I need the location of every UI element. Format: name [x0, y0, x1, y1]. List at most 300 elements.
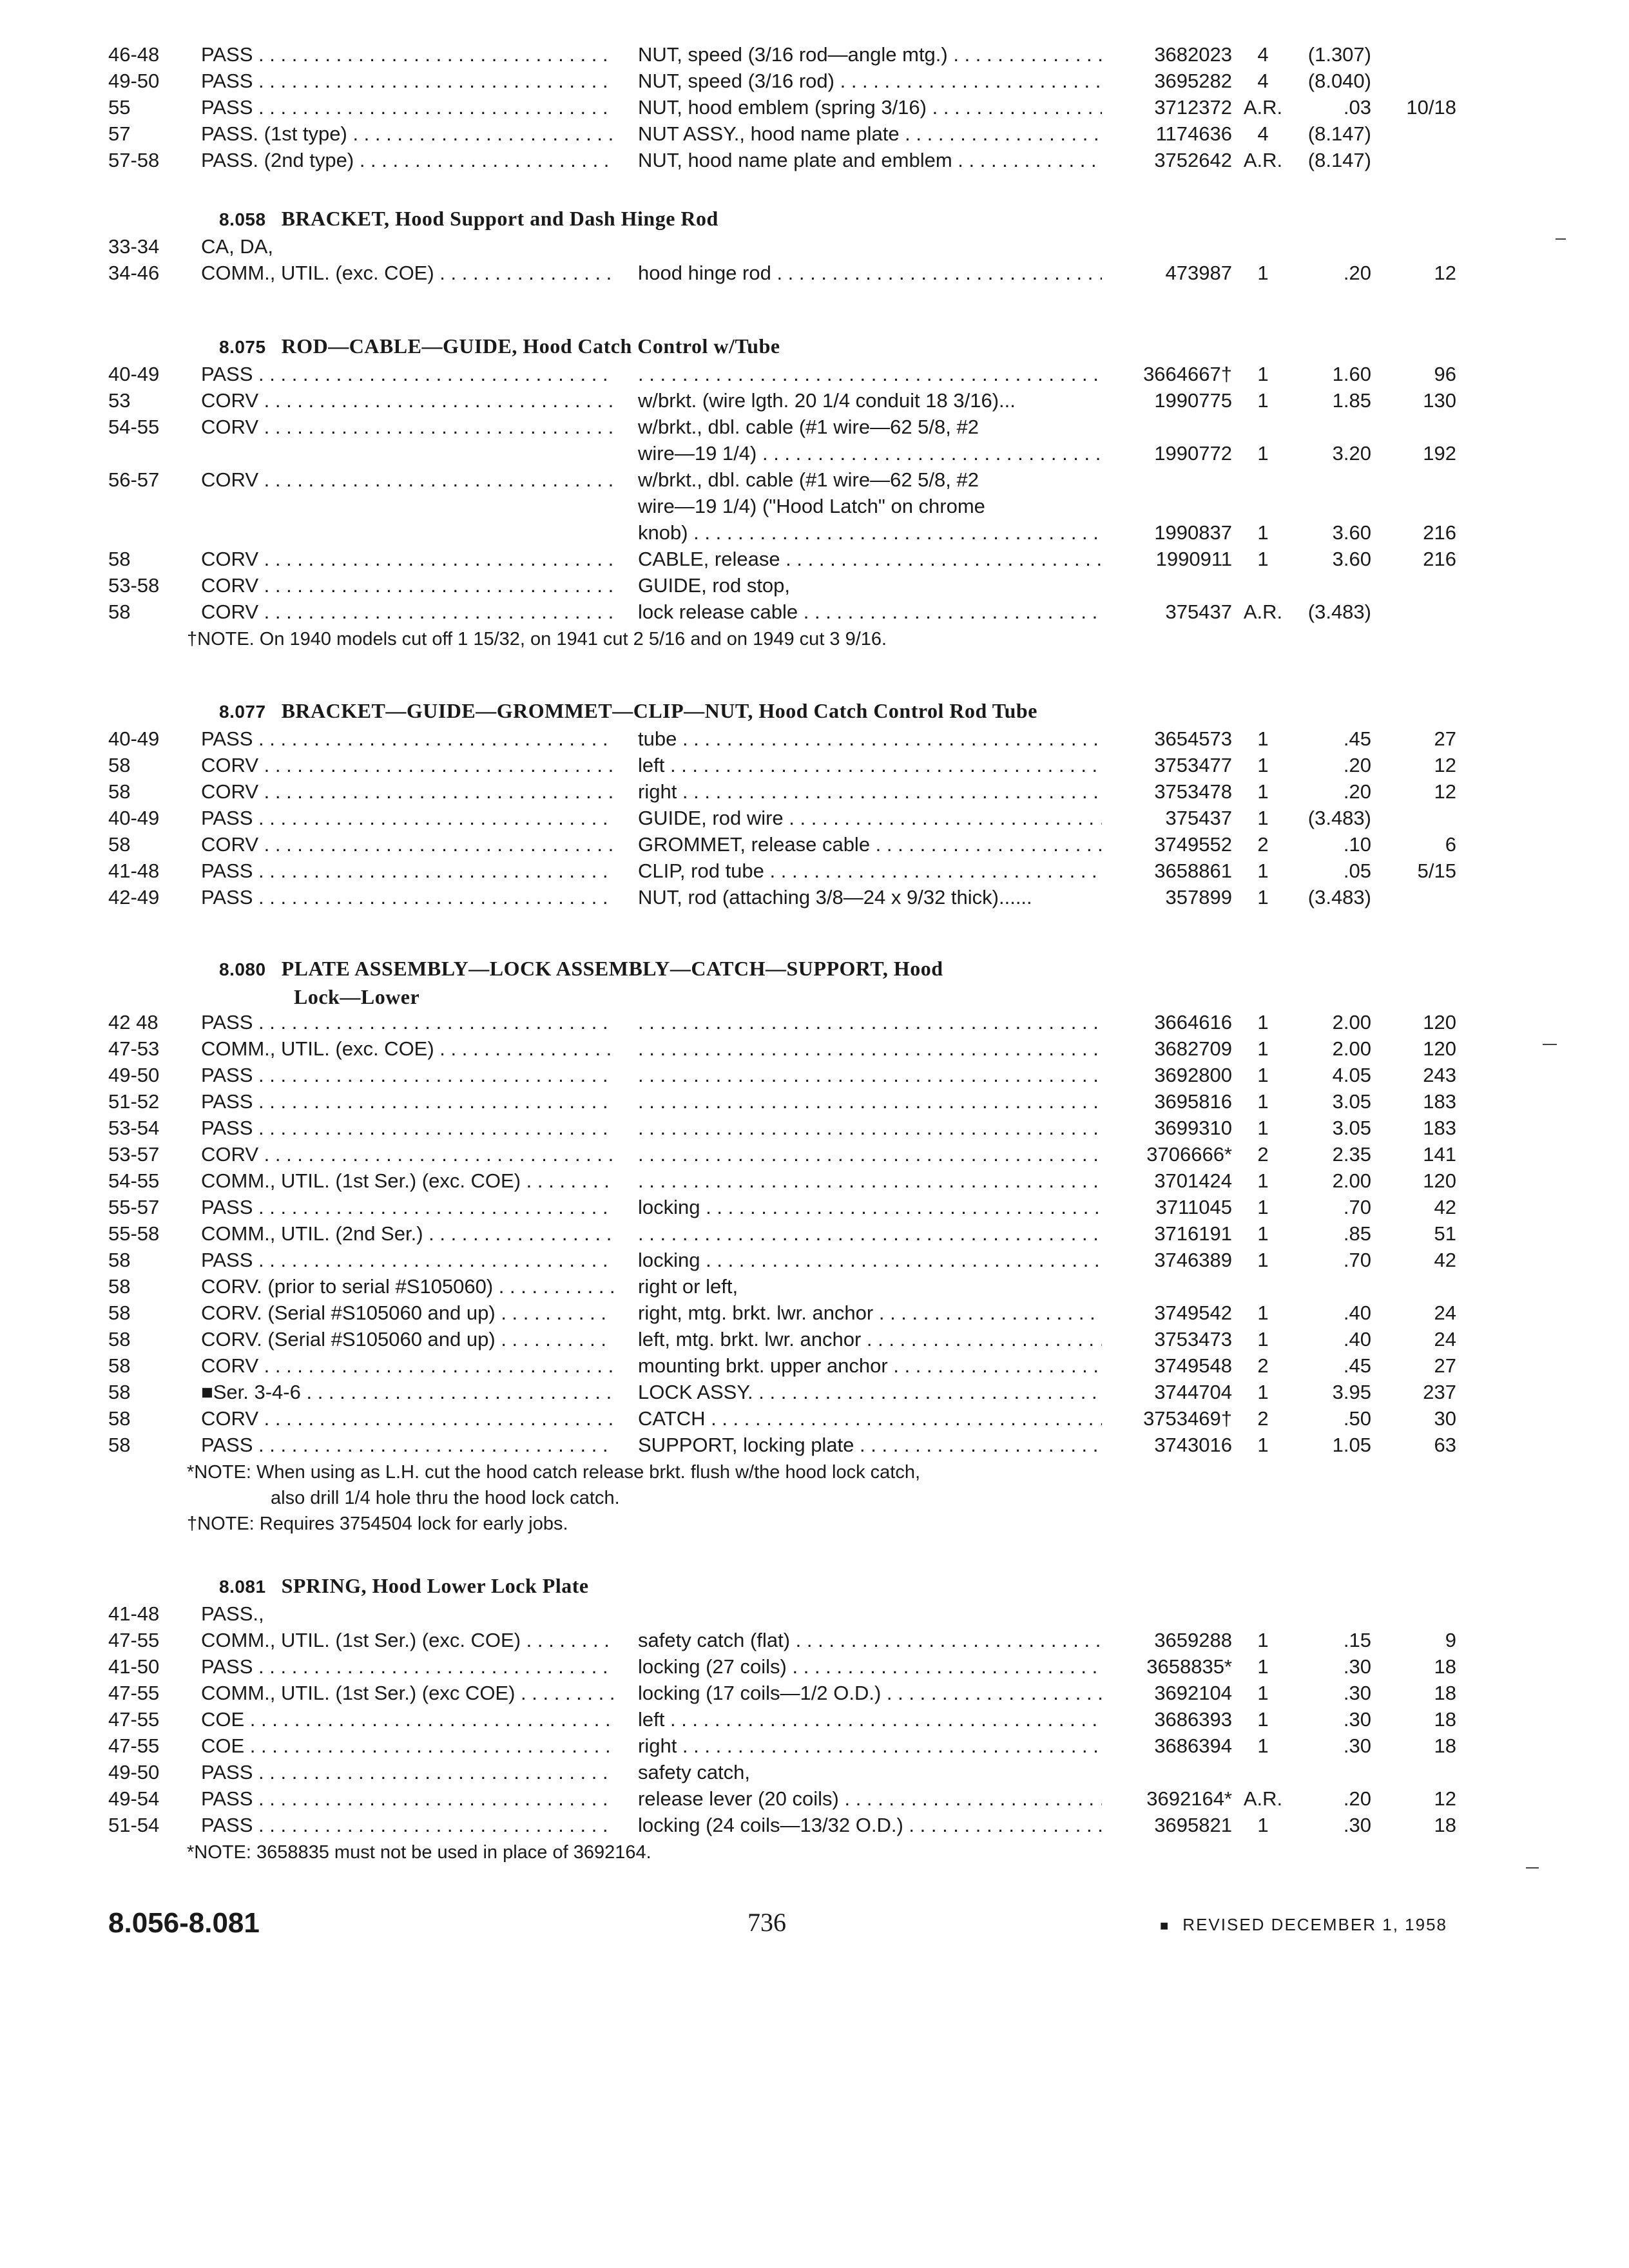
price-cell: 1.85: [1332, 389, 1371, 412]
part-number-cell: 1990775: [1154, 389, 1232, 412]
model-cell: PASS. (2nd type) . . .: [201, 147, 613, 173]
quantity-cell: 2: [1257, 1354, 1269, 1377]
price-cell: .03: [1343, 96, 1371, 119]
description-cell: tube . . .: [638, 726, 1102, 752]
price-cell: .45: [1343, 1354, 1371, 1377]
model-cell: PASS . . .: [201, 1785, 613, 1812]
model-cell: CORV. (Serial #S105060 and up) . . .: [201, 1326, 613, 1352]
quantity-cell: 1: [1257, 1735, 1269, 1757]
weight-cell: 9: [1445, 1629, 1456, 1651]
model-cell: CORV . . .: [201, 546, 613, 572]
section-heading: [219, 332, 1186, 361]
description-cell: [638, 1168, 1102, 1194]
description-cell: right . . .: [638, 1733, 1102, 1759]
weight-cell: 51: [1434, 1222, 1456, 1245]
year-range-cell: 55-58: [108, 1222, 160, 1245]
section-number: 8.075: [219, 337, 266, 357]
part-number-cell: 3746389: [1154, 1249, 1232, 1271]
quantity-cell: 2: [1257, 833, 1269, 856]
price-cell: .50: [1343, 1407, 1371, 1430]
table-row: [0, 884, 1629, 910]
description-cell: wire—19 1/4) ("Hood Latch" on chrome: [638, 495, 985, 517]
part-number-cell: 473987: [1165, 262, 1232, 284]
part-number-cell: 3753477: [1154, 754, 1232, 776]
quantity-cell: 1: [1257, 860, 1269, 882]
description-cell: hood hinge rod . . .: [638, 260, 1102, 286]
model-cell: COMM., UTIL. (1st Ser.) (exc. COE) . . .: [201, 1168, 613, 1194]
description-cell: [638, 361, 1102, 387]
model-cell: PASS . . .: [201, 1247, 613, 1273]
year-range-cell: 51-54: [108, 1814, 160, 1836]
price-cell: 2.35: [1332, 1143, 1371, 1166]
part-number-cell: 375437: [1165, 807, 1232, 829]
model-cell: PASS . . .: [201, 1009, 613, 1035]
weight-cell: 216: [1423, 548, 1456, 570]
price-cell: .10: [1343, 833, 1371, 856]
description-cell: [638, 1009, 1102, 1035]
model-cell: COE . . .: [201, 1706, 613, 1733]
part-number-cell: 3753473: [1154, 1328, 1232, 1350]
year-range-cell: 33-34: [108, 235, 160, 258]
section-number: 8.081: [219, 1577, 266, 1597]
weight-cell: 10/18: [1406, 96, 1456, 119]
year-range-cell: 53-54: [108, 1117, 160, 1139]
part-number-cell: 3712372: [1154, 96, 1232, 119]
table-row: [0, 414, 1629, 440]
year-range-cell: 57: [108, 122, 131, 145]
weight-cell: 192: [1423, 442, 1456, 465]
weight-cell: 183: [1423, 1090, 1456, 1113]
part-number-cell: 3716191: [1154, 1222, 1232, 1245]
price-cell: 3.60: [1332, 548, 1371, 570]
model-cell: PASS . . .: [201, 1115, 613, 1141]
price-cell: .70: [1343, 1249, 1371, 1271]
footer-section-range: 8.056-8.081: [108, 1907, 260, 1939]
table-row: [0, 1009, 1629, 1035]
weight-cell: 6: [1445, 833, 1456, 856]
year-range-cell: 58: [108, 1381, 131, 1403]
price-cell: .30: [1343, 1655, 1371, 1678]
price-cell: (8.147): [1307, 149, 1371, 171]
part-number-cell: 3692164*: [1146, 1787, 1232, 1810]
year-range-cell: 47-55: [108, 1682, 160, 1704]
part-number-cell: 3699310: [1154, 1117, 1232, 1139]
part-number-cell: 3749548: [1154, 1354, 1232, 1377]
price-cell: .70: [1343, 1196, 1371, 1218]
quantity-cell: A.R.: [1243, 96, 1283, 119]
part-number-cell: 3701424: [1154, 1169, 1232, 1192]
part-number-cell: 3658835*: [1146, 1655, 1232, 1678]
year-range-cell: 34-46: [108, 262, 160, 284]
quantity-cell: 1: [1257, 389, 1269, 412]
description-cell: locking (24 coils—13/32 O.D.) . . .: [638, 1812, 1102, 1838]
year-range-cell: 47-55: [108, 1735, 160, 1757]
quantity-cell: 4: [1257, 70, 1269, 92]
quantity-cell: 1: [1257, 521, 1269, 544]
table-row: [0, 1168, 1629, 1194]
year-range-cell: 40-49: [108, 727, 160, 750]
description-cell: release lever (20 coils) . . .: [638, 1785, 1102, 1812]
price-cell: .20: [1343, 754, 1371, 776]
model-cell: CORV . . .: [201, 1352, 613, 1379]
margin-mark: [1543, 1044, 1557, 1045]
section-title: BRACKET, Hood Support and Dash Hinge Rod: [281, 207, 718, 230]
table-row: [0, 233, 1629, 260]
model-cell: PASS . . .: [201, 41, 613, 68]
table-row: [0, 1785, 1629, 1812]
year-range-cell: 58: [108, 548, 131, 570]
table-row: [0, 1035, 1629, 1062]
weight-cell: 141: [1423, 1143, 1456, 1166]
table-row: [0, 94, 1629, 120]
year-range-cell: 58: [108, 1302, 131, 1324]
model-cell: PASS . . .: [201, 1194, 613, 1220]
part-number-cell: 1174636: [1155, 122, 1232, 145]
year-range-cell: 54-55: [108, 416, 160, 438]
weight-cell: 216: [1423, 521, 1456, 544]
model-cell: CORV. (Serial #S105060 and up) . . .: [201, 1300, 613, 1326]
quantity-cell: A.R.: [1243, 1787, 1283, 1810]
table-row: [0, 41, 1629, 68]
model-cell: CORV . . .: [201, 1141, 613, 1168]
model-cell: COMM., UTIL. (1st Ser.) (exc. COE) . . .: [201, 1627, 613, 1653]
price-cell: .85: [1343, 1222, 1371, 1245]
description-cell: [638, 1115, 1102, 1141]
part-number-cell: 3695816: [1154, 1090, 1232, 1113]
weight-cell: 24: [1434, 1302, 1456, 1324]
description-cell: [638, 1035, 1102, 1062]
model-cell: CORV . . .: [201, 387, 613, 414]
year-range-cell: 47-53: [108, 1037, 160, 1060]
year-range-cell: 49-50: [108, 1761, 160, 1783]
price-cell: (3.483): [1307, 601, 1371, 623]
table-row: [0, 572, 1629, 599]
model-cell: PASS. (1st type) . . .: [201, 120, 613, 147]
table-row: [0, 260, 1629, 286]
part-number-cell: 3695282: [1154, 70, 1232, 92]
price-cell: .40: [1343, 1302, 1371, 1324]
model-cell: COE . . .: [201, 1733, 613, 1759]
description-cell: w/brkt., dbl. cable (#1 wire—62 5/8, #2: [638, 468, 979, 491]
year-range-cell: 58: [108, 1328, 131, 1350]
table-row: [0, 1379, 1629, 1405]
quantity-cell: 1: [1257, 1708, 1269, 1731]
description-cell: locking (17 coils—1/2 O.D.) . . .: [638, 1680, 1102, 1706]
table-row: [0, 147, 1629, 173]
weight-cell: 18: [1434, 1814, 1456, 1836]
section-number: 8.077: [219, 702, 266, 722]
part-number-cell: 1990837: [1154, 521, 1232, 544]
year-range-cell: 58: [108, 1275, 131, 1298]
table-row: [0, 1141, 1629, 1168]
weight-cell: 96: [1434, 363, 1456, 385]
year-range-cell: 58: [108, 1407, 131, 1430]
price-cell: (8.040): [1307, 70, 1371, 92]
description-cell: w/brkt. (wire lgth. 20 1/4 conduit 18 3/16)...: [638, 389, 1016, 412]
quantity-cell: A.R.: [1243, 149, 1283, 171]
year-range-cell: 58: [108, 833, 131, 856]
part-number-cell: 3744704: [1154, 1381, 1232, 1403]
price-cell: .20: [1343, 1787, 1371, 1810]
weight-cell: 12: [1434, 262, 1456, 284]
weight-cell: 120: [1423, 1037, 1456, 1060]
description-cell: [638, 1062, 1102, 1088]
model-cell: COMM., UTIL. (2nd Ser.) . . .: [201, 1220, 613, 1247]
price-cell: (3.483): [1307, 807, 1371, 829]
part-number-cell: 3682709: [1154, 1037, 1232, 1060]
part-number-cell: 3664667†: [1143, 363, 1232, 385]
model-cell: CORV . . .: [201, 831, 613, 858]
table-row: [0, 1352, 1629, 1379]
year-range-cell: 41-50: [108, 1655, 160, 1678]
description-cell: right . . .: [638, 778, 1102, 805]
description-cell: left, mtg. brkt. lwr. anchor . . .: [638, 1326, 1102, 1352]
section-note: *NOTE: 3658835 must not be used in place of 3692164.: [187, 1842, 651, 1863]
model-cell: PASS . . .: [201, 858, 613, 884]
quantity-cell: 1: [1257, 1302, 1269, 1324]
part-number-cell: 3682023: [1154, 43, 1232, 66]
description-cell: mounting brkt. upper anchor . . .: [638, 1352, 1102, 1379]
part-number-cell: 3686393: [1154, 1708, 1232, 1731]
table-row: [0, 1759, 1629, 1785]
table-row: [0, 120, 1629, 147]
table-row: [0, 466, 1629, 493]
table-row: [0, 1706, 1629, 1733]
weight-cell: 237: [1423, 1381, 1456, 1403]
table-row: [0, 1432, 1629, 1458]
year-range-cell: 56-57: [108, 468, 160, 491]
weight-cell: 130: [1423, 389, 1456, 412]
quantity-cell: 1: [1257, 727, 1269, 750]
part-number-cell: 3664616: [1154, 1011, 1232, 1033]
price-cell: 4.05: [1332, 1064, 1371, 1086]
description-cell: right or left,: [638, 1275, 738, 1298]
quantity-cell: 4: [1257, 43, 1269, 66]
table-row: [0, 1405, 1629, 1432]
year-range-cell: 40-49: [108, 363, 160, 385]
model-cell: CORV . . .: [201, 752, 613, 778]
table-row: [0, 68, 1629, 94]
price-cell: .30: [1343, 1735, 1371, 1757]
description-cell: NUT, rod (attaching 3/8—24 x 9/32 thick)......: [638, 886, 1032, 908]
weight-cell: 18: [1434, 1735, 1456, 1757]
year-range-cell: 46-48: [108, 43, 160, 66]
price-cell: 1.05: [1332, 1434, 1371, 1456]
year-range-cell: 49-50: [108, 1064, 160, 1086]
model-cell: CORV . . .: [201, 466, 613, 493]
year-range-cell: 42 48: [108, 1011, 159, 1033]
margin-mark: [1556, 238, 1566, 240]
price-cell: 3.05: [1332, 1117, 1371, 1139]
description-cell: GUIDE, rod wire . . .: [638, 805, 1102, 831]
part-number-cell: 3753469†: [1143, 1407, 1232, 1430]
weight-cell: 18: [1434, 1655, 1456, 1678]
section-number: 8.080: [219, 959, 266, 979]
quantity-cell: 1: [1257, 1434, 1269, 1456]
description-cell: [638, 1141, 1102, 1168]
part-number-cell: 3743016: [1154, 1434, 1232, 1456]
table-row: [0, 1273, 1629, 1300]
quantity-cell: 1: [1257, 1117, 1269, 1139]
part-number-cell: 3749542: [1154, 1302, 1232, 1324]
weight-cell: 30: [1434, 1407, 1456, 1430]
table-row: [0, 1733, 1629, 1759]
price-cell: .30: [1343, 1814, 1371, 1836]
year-range-cell: 55-57: [108, 1196, 160, 1218]
section-heading: [219, 1572, 1186, 1600]
table-row: [0, 1194, 1629, 1220]
section-title: SPRING, Hood Lower Lock Plate: [281, 1574, 589, 1597]
quantity-cell: 1: [1257, 1222, 1269, 1245]
description-cell: NUT ASSY., hood name plate . . .: [638, 120, 1102, 147]
price-cell: (8.147): [1307, 122, 1371, 145]
year-range-cell: 58: [108, 754, 131, 776]
section-title: PLATE ASSEMBLY—LOCK ASSEMBLY—CATCH—SUPPORT, Hood: [281, 957, 943, 980]
quantity-cell: 1: [1257, 1037, 1269, 1060]
description-cell: NUT, hood emblem (spring 3/16) . . .: [638, 94, 1102, 120]
model-cell: PASS . . .: [201, 884, 613, 910]
footer-page-number: 736: [747, 1908, 786, 1937]
model-cell: CORV. (prior to serial #S105060) . . .: [201, 1273, 613, 1300]
price-cell: .30: [1343, 1708, 1371, 1731]
table-row: [0, 831, 1629, 858]
year-range-cell: 55: [108, 96, 131, 119]
weight-cell: 63: [1434, 1434, 1456, 1456]
weight-cell: 24: [1434, 1328, 1456, 1350]
part-number-cell: 1990911: [1155, 548, 1232, 570]
description-cell: w/brkt., dbl. cable (#1 wire—62 5/8, #2: [638, 416, 979, 438]
quantity-cell: 1: [1257, 886, 1269, 908]
description-cell: right, mtg. brkt. lwr. anchor . . .: [638, 1300, 1102, 1326]
year-range-cell: 58: [108, 780, 131, 803]
part-number-cell: 3706666*: [1146, 1143, 1232, 1166]
description-cell: left . . .: [638, 752, 1102, 778]
year-range-cell: 49-50: [108, 70, 160, 92]
table-row: [0, 1653, 1629, 1680]
part-number-cell: 3692800: [1154, 1064, 1232, 1086]
year-range-cell: 58: [108, 1249, 131, 1271]
description-cell: locking (27 coils) . . .: [638, 1653, 1102, 1680]
model-cell: COMM., UTIL. (exc. COE) . . .: [201, 1035, 613, 1062]
description-cell: SUPPORT, locking plate . . .: [638, 1432, 1102, 1458]
model-cell: PASS . . .: [201, 1088, 613, 1115]
section-heading: [219, 955, 1186, 1010]
weight-cell: 42: [1434, 1249, 1456, 1271]
table-row: [0, 1300, 1629, 1326]
price-cell: .40: [1343, 1328, 1371, 1350]
description-cell: safety catch,: [638, 1761, 751, 1783]
description-cell: NUT, speed (3/16 rod) . . .: [638, 68, 1102, 94]
quantity-cell: 1: [1257, 363, 1269, 385]
weight-cell: 18: [1434, 1682, 1456, 1704]
model-cell: CA, DA,: [201, 235, 273, 258]
section-title-continued: Lock—Lower: [294, 985, 420, 1008]
quantity-cell: 1: [1257, 1682, 1269, 1704]
model-cell: PASS . . .: [201, 1432, 613, 1458]
year-range-cell: 53: [108, 389, 131, 412]
year-range-cell: 42-49: [108, 886, 160, 908]
model-cell: PASS.,: [201, 1602, 264, 1625]
description-cell: lock release cable . . .: [638, 599, 1102, 625]
quantity-cell: 1: [1257, 262, 1269, 284]
year-range-cell: 47-55: [108, 1708, 160, 1731]
quantity-cell: 1: [1257, 1328, 1269, 1350]
table-row: [0, 361, 1629, 387]
table-row: [0, 805, 1629, 831]
part-number-cell: 3658861: [1154, 860, 1232, 882]
year-range-cell: 53-57: [108, 1143, 160, 1166]
margin-mark: [1526, 1867, 1539, 1869]
quantity-cell: 1: [1257, 1629, 1269, 1651]
price-cell: 3.20: [1332, 442, 1371, 465]
price-cell: .30: [1343, 1682, 1371, 1704]
model-cell: PASS . . .: [201, 1759, 613, 1785]
year-range-cell: 58: [108, 1354, 131, 1377]
section-number: 8.058: [219, 209, 266, 229]
table-row: [0, 1220, 1629, 1247]
table-row: [0, 387, 1629, 414]
table-row: [0, 1600, 1629, 1627]
model-cell: CORV . . .: [201, 778, 613, 805]
quantity-cell: 2: [1257, 1143, 1269, 1166]
description-cell: safety catch (flat) . . .: [638, 1627, 1102, 1653]
year-range-cell: 41-48: [108, 860, 160, 882]
model-cell: CORV . . .: [201, 414, 613, 440]
description-cell: NUT, speed (3/16 rod—angle mtg.) . . .: [638, 41, 1102, 68]
table-row: [0, 1812, 1629, 1838]
table-row: [0, 752, 1629, 778]
price-cell: .45: [1343, 727, 1371, 750]
description-cell: left . . .: [638, 1706, 1102, 1733]
weight-cell: 27: [1434, 727, 1456, 750]
section-heading: [219, 697, 1186, 726]
description-cell: GROMMET, release cable . . .: [638, 831, 1102, 858]
part-number-cell: 3659288: [1154, 1629, 1232, 1651]
year-range-cell: 53-58: [108, 574, 160, 597]
price-cell: 3.05: [1332, 1090, 1371, 1113]
quantity-cell: 1: [1257, 1249, 1269, 1271]
year-range-cell: 47-55: [108, 1629, 160, 1651]
quantity-cell: 1: [1257, 780, 1269, 803]
table-row: [0, 440, 1629, 466]
weight-cell: 12: [1434, 1787, 1456, 1810]
part-number-cell: 3711045: [1155, 1196, 1232, 1218]
weight-cell: 183: [1423, 1117, 1456, 1139]
quantity-cell: 1: [1257, 754, 1269, 776]
part-number-cell: 3753478: [1154, 780, 1232, 803]
year-range-cell: 51-52: [108, 1090, 160, 1113]
year-range-cell: 40-49: [108, 807, 160, 829]
year-range-cell: 58: [108, 1434, 131, 1456]
part-number-cell: 3654573: [1154, 727, 1232, 750]
section-heading: [219, 205, 1186, 233]
price-cell: 3.95: [1332, 1381, 1371, 1403]
quantity-cell: 1: [1257, 1011, 1269, 1033]
year-range-cell: 49-54: [108, 1787, 160, 1810]
model-cell: PASS . . .: [201, 1653, 613, 1680]
model-cell: PASS . . .: [201, 805, 613, 831]
model-cell: PASS . . .: [201, 726, 613, 752]
table-row: [0, 519, 1629, 546]
table-row: [0, 1627, 1629, 1653]
weight-cell: 27: [1434, 1354, 1456, 1377]
table-row: [0, 1088, 1629, 1115]
year-range-cell: 41-48: [108, 1602, 160, 1625]
quantity-cell: 1: [1257, 442, 1269, 465]
weight-cell: 120: [1423, 1011, 1456, 1033]
quantity-cell: 1: [1257, 1064, 1269, 1086]
description-cell: locking . . .: [638, 1194, 1102, 1220]
